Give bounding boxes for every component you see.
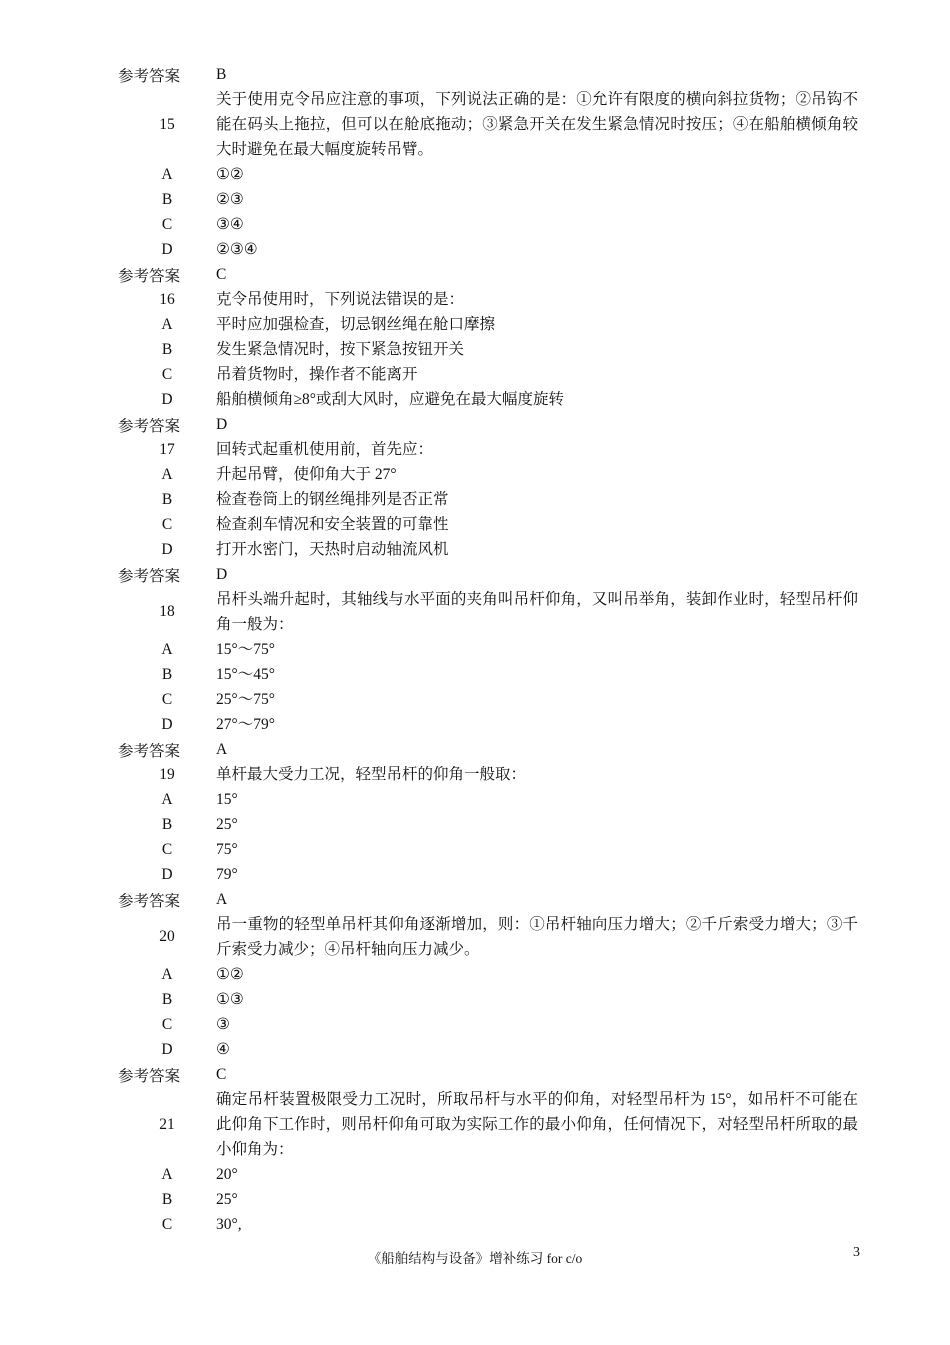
option-text: ①② — [216, 166, 244, 183]
option-letter: A — [161, 965, 173, 983]
answer-row — [118, 1062, 858, 1087]
option-letter: B — [161, 815, 173, 833]
answer-value: D — [216, 566, 228, 583]
option-text: 吊着货物时，操作者不能离开 — [216, 366, 418, 383]
option-row — [118, 637, 858, 662]
question-row — [118, 437, 858, 462]
question-text: 吊一重物的轻型单吊杆其仰角逐渐增加，则：①吊杆轴向压力增大；②千斤索受力增大；③千斤索受力减少；④吊杆轴向压力减少。 — [216, 916, 858, 958]
answer-label: 参考答案 — [118, 567, 181, 585]
option-text: ①② — [216, 966, 244, 983]
option-text: 检查刹车情况和安全装置的可靠性 — [216, 516, 449, 533]
answer-label: 参考答案 — [118, 267, 181, 285]
option-row — [118, 1037, 858, 1062]
option-row — [118, 212, 858, 237]
option-row — [118, 162, 858, 187]
option-letter: B — [161, 990, 173, 1008]
option-text: ③④ — [216, 216, 244, 233]
option-letter: A — [161, 165, 173, 183]
answer-label: 参考答案 — [118, 67, 181, 85]
option-text: 25° — [216, 816, 238, 833]
question-number: 16 — [159, 290, 175, 308]
option-row — [118, 237, 858, 262]
question-number: 17 — [159, 440, 175, 458]
answer-value: C — [216, 266, 227, 283]
question-number: 18 — [159, 603, 175, 620]
option-text: 15° — [216, 791, 238, 808]
question-row — [118, 762, 858, 787]
option-letter: D — [161, 390, 173, 408]
question-row — [118, 587, 858, 637]
answer-value: A — [216, 741, 228, 758]
answer-value: C — [216, 1066, 227, 1083]
answer-row — [118, 737, 858, 762]
option-letter: B — [161, 340, 173, 358]
option-letter: C — [161, 365, 173, 383]
page-number: 3 — [853, 1245, 860, 1260]
option-text: 打开水密门，天热时启动轴流风机 — [216, 541, 449, 558]
option-text: ②③④ — [216, 241, 258, 258]
option-text: ①③ — [216, 991, 244, 1008]
footer-title: 《船舶结构与设备》增补练习 for c/o — [367, 1251, 583, 1266]
question-text: 单杆最大受力工况，轻型吊杆的仰角一般取： — [216, 766, 527, 783]
option-letter: A — [161, 1165, 173, 1183]
option-row — [118, 462, 858, 487]
question-number: 15 — [159, 115, 175, 133]
option-row — [118, 387, 858, 412]
option-letter: A — [161, 465, 173, 483]
answer-label: 参考答案 — [118, 892, 181, 910]
option-letter: D — [161, 865, 173, 883]
option-row — [118, 837, 858, 862]
answer-label: 参考答案 — [118, 417, 181, 435]
answer-label: 参考答案 — [118, 1067, 181, 1085]
answer-label: 参考答案 — [118, 742, 181, 760]
option-letter: D — [161, 1040, 173, 1058]
option-letter: A — [161, 640, 173, 658]
answer-row — [118, 887, 858, 912]
question-number: 20 — [159, 928, 175, 945]
option-text: 平时应加强检查，切忌钢丝绳在舱口摩擦 — [216, 316, 496, 333]
option-row — [118, 1162, 858, 1187]
option-text: 升起吊臂，使仰角大于 27° — [216, 466, 397, 483]
answer-value: B — [216, 66, 227, 83]
question-text: 克令吊使用时，下列说法错误的是： — [216, 291, 465, 308]
option-text: 船舶横倾角≥8°或刮大风时，应避免在最大幅度旋转 — [216, 391, 564, 408]
option-text: 15°～45° — [216, 666, 275, 683]
question-text: 确定吊杆装置极限受力工况时，所取吊杆与水平的仰角，对轻型吊杆为 15°，如吊杆不可能在此仰角下工作时，则吊杆仰角可取为实际工作的最小仰角，任何情况下，对轻型吊杆所取的最小仰角为： — [216, 1091, 858, 1158]
option-text: 79° — [216, 866, 238, 883]
option-text: 30°, — [216, 1216, 242, 1233]
option-row — [118, 537, 858, 562]
question-text: 关于使用克令吊应注意的事项，下列说法正确的是：①允许有限度的横向斜拉货物；②吊钩不能在码头上拖拉，但可以在舱底拖动；③紧急开关在发生紧急情况时按压；④在船舶横倾角较大时避免在最大幅度旋转吊臂。 — [216, 91, 858, 158]
question-row — [118, 912, 858, 962]
option-letter: B — [161, 490, 173, 508]
option-text: 15°～75° — [216, 641, 275, 658]
option-letter: C — [161, 215, 173, 233]
option-letter: B — [161, 190, 173, 208]
answer-value: D — [216, 416, 228, 433]
option-text: ②③ — [216, 191, 244, 208]
question-row — [118, 1087, 858, 1162]
option-letter: D — [161, 715, 173, 733]
option-row — [118, 512, 858, 537]
option-text: 检查卷筒上的钢丝绳排列是否正常 — [216, 491, 449, 508]
option-row — [118, 962, 858, 987]
option-text: 20° — [216, 1166, 238, 1183]
answer-row — [118, 62, 858, 87]
option-row — [118, 662, 858, 687]
option-letter: B — [161, 665, 173, 683]
question-number: 19 — [159, 765, 175, 783]
option-row — [118, 862, 858, 887]
option-letter: D — [161, 240, 173, 258]
question-text: 吊杆头端升起时，其轴线与水平面的夹角叫吊杆仰角，又叫吊举角，装卸作业时，轻型吊杆仰角一般为： — [216, 591, 858, 633]
option-letter: C — [161, 1215, 173, 1233]
option-row — [118, 1212, 858, 1237]
option-letter: C — [161, 1015, 173, 1033]
option-text: ④ — [216, 1041, 230, 1058]
question-text: 回转式起重机使用前，首先应： — [216, 441, 434, 458]
answer-value: A — [216, 891, 228, 908]
option-text: 75° — [216, 841, 238, 858]
option-letter: C — [161, 515, 173, 533]
option-text: 发生紧急情况时，按下紧急按钮开关 — [216, 341, 465, 358]
option-row — [118, 362, 858, 387]
option-text: 25°～75° — [216, 691, 275, 708]
option-row — [118, 1012, 858, 1037]
option-row — [118, 312, 858, 337]
option-text: 25° — [216, 1191, 238, 1208]
option-letter: A — [161, 315, 173, 333]
option-row — [118, 712, 858, 737]
option-row — [118, 987, 858, 1012]
option-row — [118, 687, 858, 712]
question-row — [118, 87, 858, 162]
option-text: ③ — [216, 1016, 230, 1033]
option-row — [118, 787, 858, 812]
option-text: 27°～79° — [216, 716, 275, 733]
option-letter: C — [161, 690, 173, 708]
answer-row — [118, 262, 858, 287]
answer-row — [118, 412, 858, 437]
option-row — [118, 1187, 858, 1212]
question-row — [118, 287, 858, 312]
option-letter: C — [161, 840, 173, 858]
option-letter: B — [161, 1190, 173, 1208]
question-number: 21 — [159, 1115, 175, 1133]
option-row — [118, 812, 858, 837]
option-letter: A — [161, 790, 173, 808]
question-list — [118, 62, 858, 1237]
option-row — [118, 487, 858, 512]
option-row — [118, 337, 858, 362]
answer-row — [118, 562, 858, 587]
option-letter: D — [161, 540, 173, 558]
option-row — [118, 187, 858, 212]
